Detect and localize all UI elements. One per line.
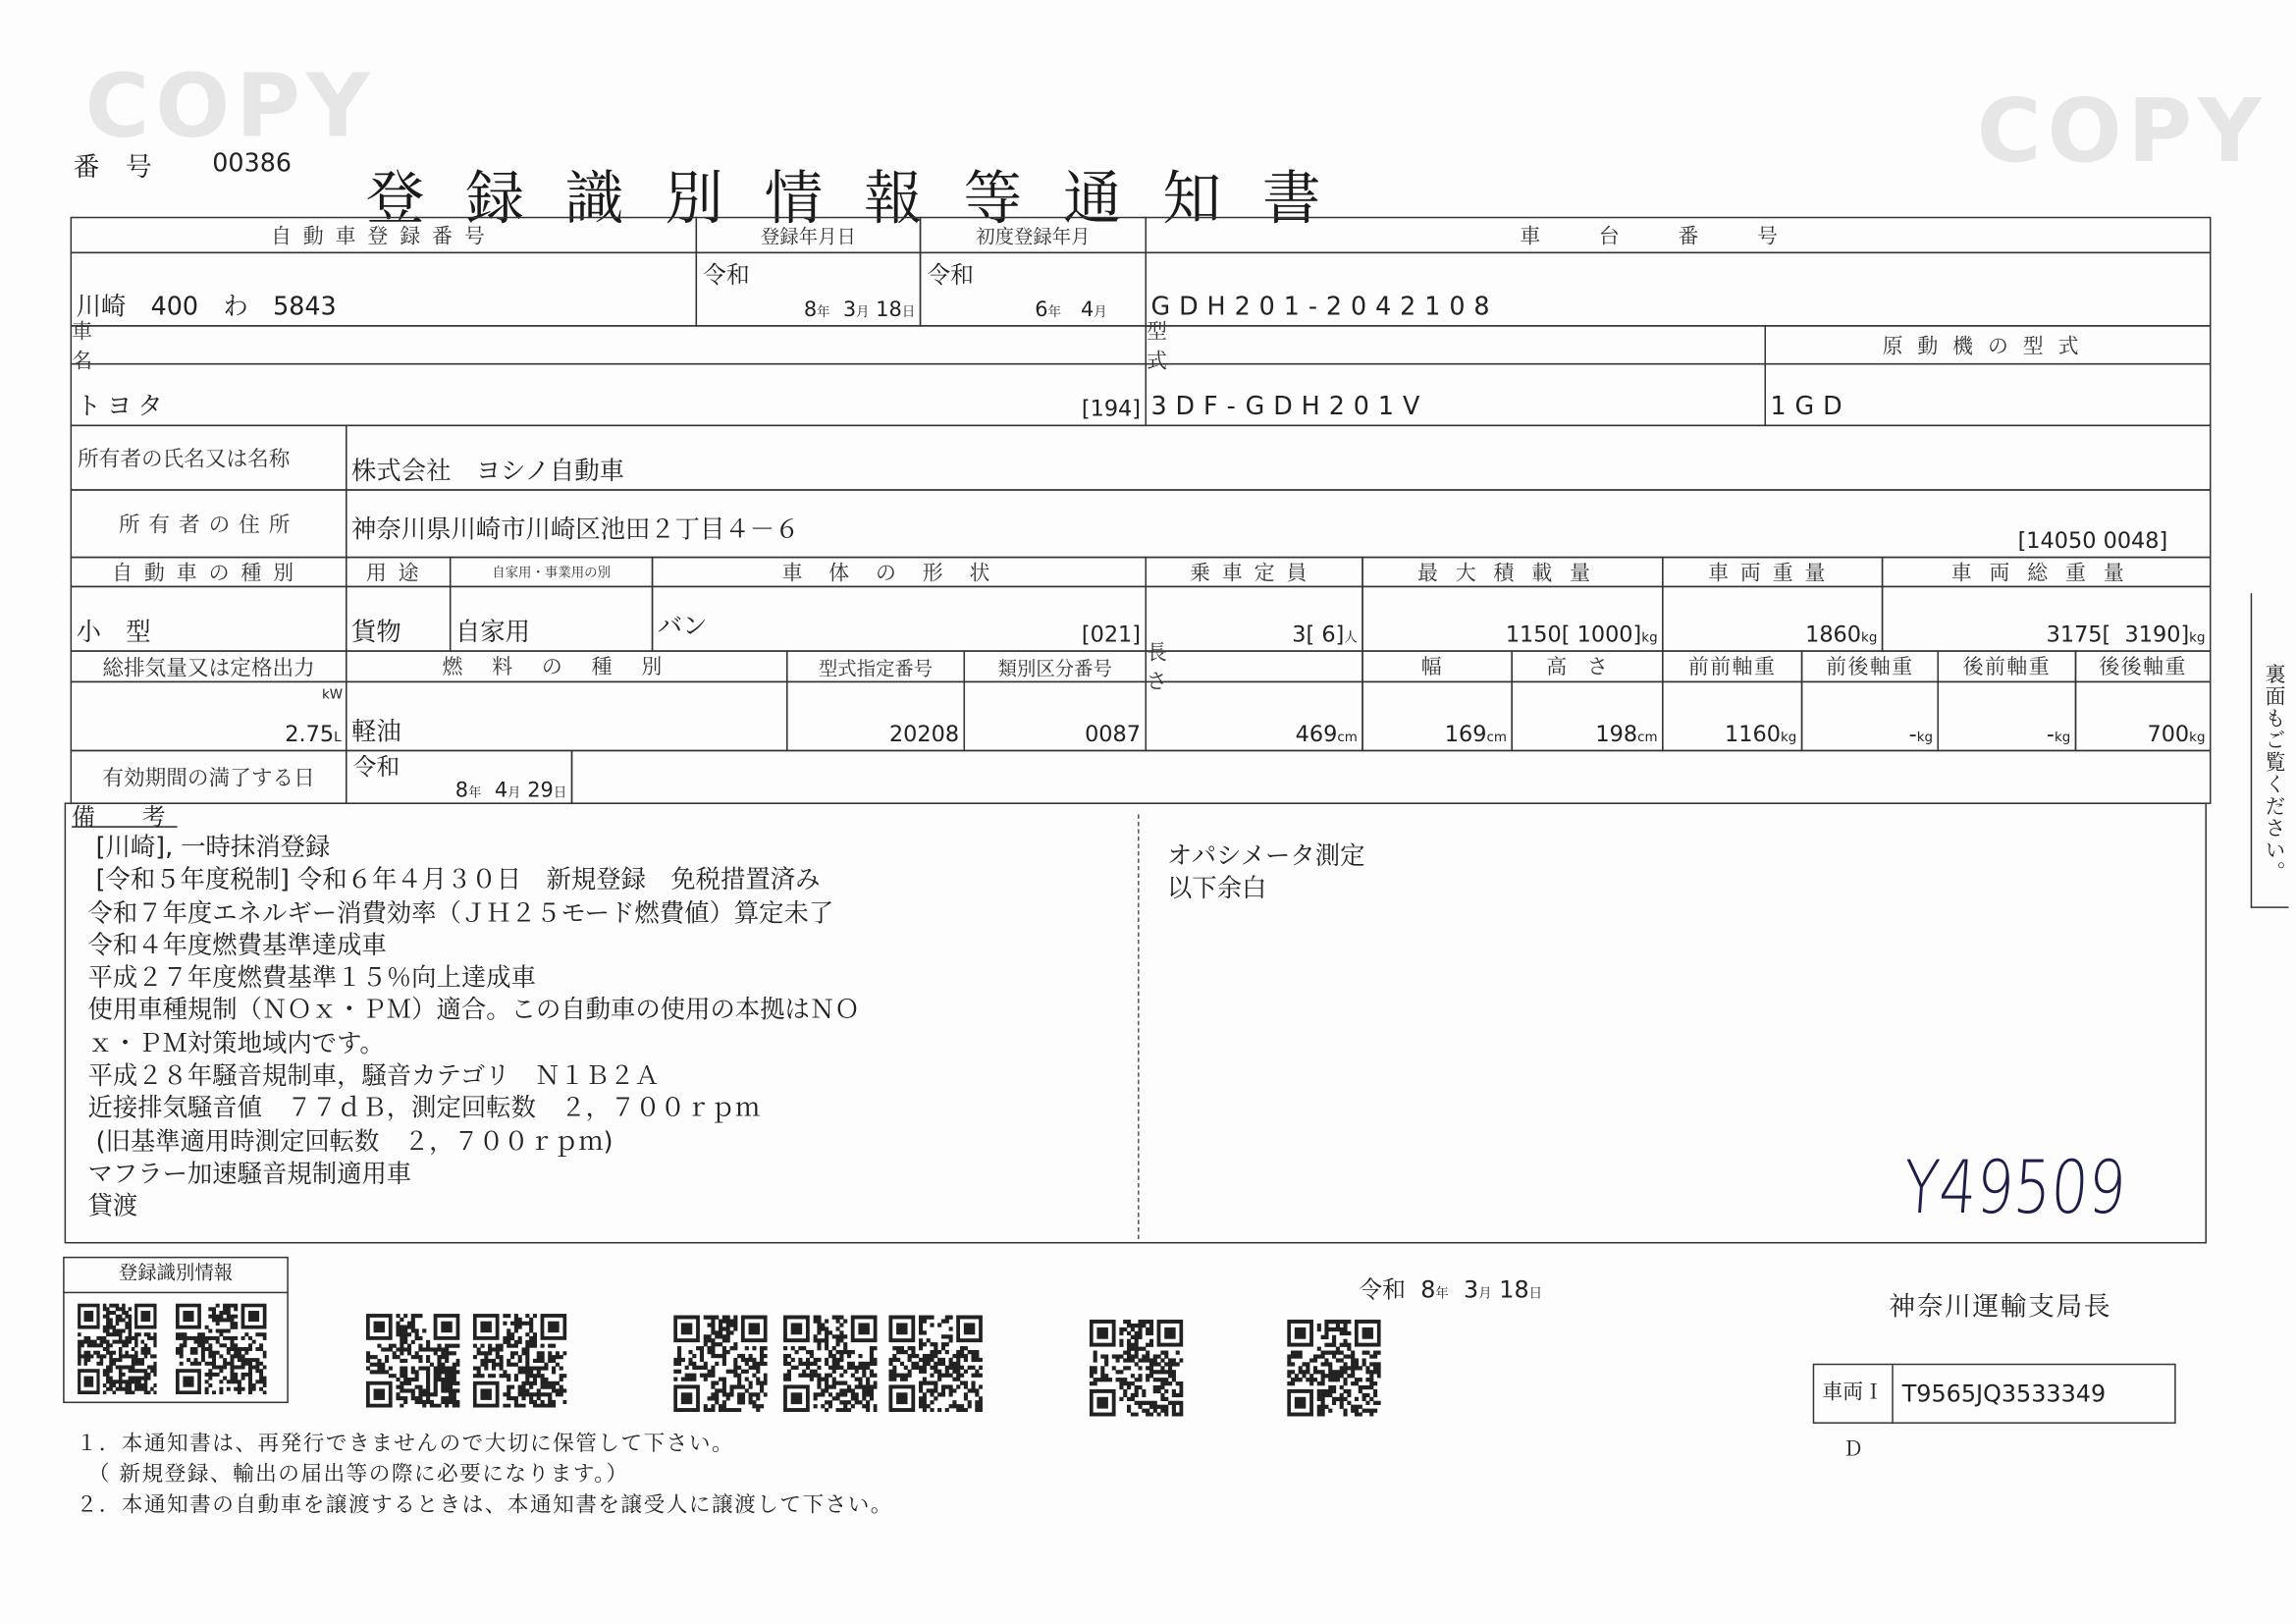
owner-address-cell: [346, 489, 2211, 558]
era: 令和: [703, 260, 750, 289]
owner-address: 神奈川県川崎市川崎区池田２丁目４－６: [351, 515, 800, 545]
remark-line: 平成２８年騒音規制車，騒音カテゴリ Ｎ１Ｂ２Ａ: [87, 1061, 660, 1092]
expiry-label: 有効期間の満了する日: [71, 750, 347, 804]
body-shape-header: 車体の形状: [652, 557, 1147, 587]
capacity-header: 乗車定員: [1146, 557, 1363, 587]
kw-unit: kW: [321, 688, 344, 704]
copy-watermark-right: COPY: [1976, 81, 2268, 184]
rf-axle-header: 後前軸重: [1938, 650, 2077, 682]
vehicle-weight: 1860kg: [1805, 621, 1878, 648]
remark-line: [令和５年度税制] 令和６年４月３０日 新規登録 免税措置済み: [87, 866, 821, 895]
remark-line: 近接排気騒音値 ７７ｄＢ，測定回転数 ２，７００ｒｐｍ: [87, 1094, 761, 1124]
remark-line: オパシメータ測定: [1166, 841, 1365, 872]
length-header: 長さ: [1146, 650, 1363, 682]
vehicle-id: T9565JQ3533349: [1901, 1380, 2107, 1408]
length-cell: [1146, 681, 1363, 752]
displacement: 2.75L: [285, 720, 342, 747]
engine-model-cell: [1764, 363, 2211, 426]
chassis-number: GDH201-2042108: [1150, 293, 1499, 323]
height-header: 高さ: [1511, 650, 1663, 682]
handwritten-code: Y49509: [1900, 1145, 2129, 1231]
vehicle-weight-header: 車両重量: [1662, 557, 1883, 587]
side-note: 裏面もご覧ください。: [2251, 593, 2289, 908]
remark-line: 使用車種規制（ＮＯｘ・ＰＭ）適合。この自動車の使用の本拠はＮＯ: [87, 997, 860, 1026]
expiry-blank: [571, 750, 2212, 804]
qr-code: [783, 1316, 877, 1412]
max-load-cell: [1362, 586, 1663, 652]
registration-number-header: 自動車登録番号: [71, 217, 697, 253]
page-title: 登録識別情報等通知書: [365, 165, 1362, 234]
gross-weight-cell: [1882, 586, 2212, 652]
height: 198cm: [1595, 720, 1658, 747]
vehicle-id-box: [1813, 1364, 2176, 1462]
private-business-cell: [450, 586, 653, 652]
use-value: 貨物: [351, 618, 401, 648]
fr-axle: -kg: [1908, 720, 1934, 747]
era: 令和: [352, 752, 400, 782]
vehicle-name-cell: [71, 363, 1147, 426]
expiry-cell: [346, 750, 572, 804]
body-shape-code: [021]: [1081, 621, 1142, 648]
registration-qr-label: 登録識別情報: [63, 1257, 289, 1293]
length: 469cm: [1295, 720, 1358, 747]
engine-model-value: 1GD: [1770, 392, 1851, 422]
capacity: 3[ 6]人: [1292, 621, 1358, 648]
rr-axle-header: 後後軸重: [2075, 650, 2212, 682]
type-designation-header: 型式指定番号: [786, 650, 965, 682]
owner-name: 株式会社 ヨシノ自動車: [351, 457, 624, 487]
width-header: 幅: [1362, 650, 1513, 682]
remark-line: [川崎], 一時抹消登録: [87, 833, 331, 863]
ff-axle-cell: [1662, 681, 1802, 752]
vehicle-type-cell: [71, 586, 347, 652]
qr-code: [1090, 1320, 1183, 1416]
registration-number: 川崎 400 わ 5843: [76, 293, 337, 323]
era: 令和: [927, 260, 975, 289]
body-shape: バン: [657, 612, 708, 642]
gross-weight-header: 車両総重量: [1882, 557, 2212, 587]
max-load: 1150[ 1000]kg: [1505, 621, 1658, 648]
remarks-label: 備 考: [72, 802, 178, 831]
qr-code: [673, 1316, 767, 1412]
remarks-list: [88, 832, 860, 1223]
type-designation-cell: [786, 681, 965, 752]
qr-code: [176, 1304, 266, 1394]
fr-axle-header: 前後軸重: [1801, 650, 1939, 682]
owner-name-cell: [346, 425, 2211, 491]
vehicle-name: トヨタ: [76, 392, 169, 422]
model-cell: [1146, 363, 1766, 426]
rr-axle-cell: [2075, 681, 2212, 752]
expiry-date: 8年 4月 29日: [454, 779, 567, 803]
registration-date-header: 登録年月日: [696, 217, 922, 253]
vehicle-type: 小 型: [76, 618, 151, 648]
private-business-header: 自家用・事業用の別: [450, 557, 653, 587]
qr-code: [473, 1314, 566, 1407]
remark-line: ｘ・ＰＭ対策地域内です。: [87, 1029, 385, 1059]
number-label: 番 号: [73, 152, 161, 184]
note-2: ２．本通知書の自動車を譲渡するときは、本通知書を譲受人に譲渡して下さい。: [76, 1493, 893, 1518]
private-business-value: 自家用: [454, 618, 530, 648]
model-header: 型 式: [1146, 325, 1766, 364]
note-1-detail: （ 新規登録、輸出の届出等の際に必要になります。）: [76, 1463, 629, 1488]
issue-date: 令和 8年 3月 18日: [1359, 1275, 1543, 1304]
qr-code: [888, 1316, 982, 1412]
remark-line: 以下余白: [1166, 874, 1267, 904]
category-number: 0087: [1085, 720, 1142, 747]
displacement-cell: [71, 681, 347, 752]
first-registration-header: 初度登録年月: [920, 217, 1147, 253]
ff-axle: 1160kg: [1725, 720, 1797, 747]
issuer: 神奈川運輸支局長: [1889, 1291, 2112, 1324]
width: 169cm: [1444, 720, 1507, 747]
model-value: 3DF-GDH201V: [1150, 392, 1429, 422]
gross-weight: 3175[ 3190]kg: [2046, 621, 2206, 648]
copy-watermark-left: COPY: [84, 55, 376, 159]
engine-model-header: 原動機の型式: [1764, 325, 2211, 364]
first-registration-date: 6年 4月: [1035, 298, 1107, 323]
vehicle-id-label: 車両ＩＤ: [1814, 1365, 1894, 1422]
vehicle-name-header: 車 名: [71, 325, 1147, 364]
registration-date: 8年 3月 18日: [803, 298, 916, 323]
ff-axle-header: 前前軸重: [1662, 650, 1802, 682]
category-number-cell: [964, 681, 1147, 752]
fuel-type-header: 燃料の種別: [346, 650, 787, 682]
body-shape-cell: [652, 586, 1147, 652]
owner-address-label: 所有者の住所: [71, 489, 347, 558]
displacement-header: 総排気量又は定格出力: [71, 650, 347, 682]
document-number: 00386: [212, 149, 292, 179]
category-number-header: 類別区分番号: [964, 650, 1147, 682]
rr-axle: 700kg: [2147, 720, 2206, 747]
qr-code: [366, 1314, 459, 1407]
width-cell: [1362, 681, 1513, 752]
max-load-header: 最大積載量: [1362, 557, 1663, 587]
vehicle-weight-cell: [1662, 586, 1883, 652]
remark-line: 平成２７年度燃費基準１５％向上達成車: [87, 963, 536, 994]
remark-line: (旧基準適用時測定回転数 ２，７００ｒｐｍ): [87, 1127, 614, 1157]
remark-line: 令和７年度エネルギー消費効率（ＪＨ２５モード燃費値）算定未了: [87, 898, 834, 929]
fuel-type-cell: [346, 681, 787, 752]
vehicle-name-code: [194]: [1081, 395, 1142, 422]
rf-axle-cell: [1938, 681, 2077, 752]
fuel-type: 軽油: [351, 717, 401, 747]
rf-axle: -kg: [2046, 720, 2071, 747]
remarks-divider: [1138, 814, 1139, 1239]
vehicle-type-header: 自動車の種別: [71, 557, 347, 587]
height-cell: [1511, 681, 1663, 752]
chassis-number-header: 車台番号: [1146, 217, 2212, 253]
remark-line: マフラー加速騒音規制適用車: [87, 1160, 412, 1190]
remark-line: 令和４年度燃費基準達成車: [87, 931, 387, 961]
use-header: 用途: [346, 557, 451, 587]
owner-name-label: 所有者の氏名又は名称: [71, 425, 347, 491]
address-code: [14050 0048]: [2017, 527, 2168, 554]
qr-code: [1287, 1320, 1380, 1416]
type-designation: 20208: [888, 720, 960, 747]
remarks-right-list: [1167, 840, 1365, 906]
note-1: １．本通知書は、再発行できませんので大切に保管して下さい。: [76, 1432, 735, 1456]
fr-axle-cell: [1801, 681, 1939, 752]
remark-line: 貸渡: [87, 1192, 138, 1222]
use-cell: [346, 586, 451, 652]
qr-code: [78, 1304, 157, 1394]
